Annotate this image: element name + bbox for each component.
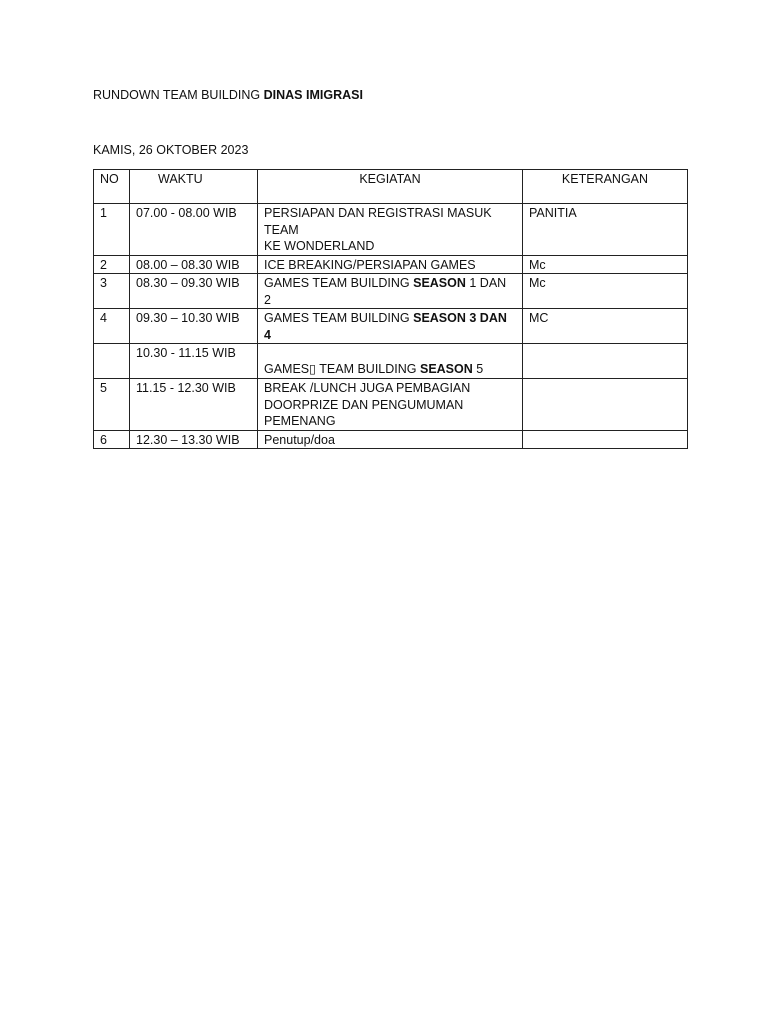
header-no: NO xyxy=(94,170,130,204)
cell-kegiatan xyxy=(258,204,523,256)
cell-waktu: 07.00 - 08.00 WIB xyxy=(130,204,258,256)
cell-waktu: 08.00 – 08.30 WIB xyxy=(130,255,258,274)
kegiatan-text: GAMES TEAM BUILDING xyxy=(264,311,414,325)
kegiatan-line: KE WONDERLAND xyxy=(264,239,375,253)
cell-waktu: 08.30 – 09.30 WIB xyxy=(130,274,258,309)
cell-no: 6 xyxy=(94,430,130,449)
table-row xyxy=(94,274,688,309)
cell-no: 1 xyxy=(94,204,130,256)
header-kegiatan: KEGIATAN xyxy=(258,170,523,204)
table-row xyxy=(94,379,688,431)
cell-waktu: 12.30 – 13.30 WIB xyxy=(130,430,258,449)
kegiatan-line: BREAK /LUNCH JUGA PEMBAGIAN xyxy=(264,381,471,395)
kegiatan-text: 5 xyxy=(472,361,484,376)
kegiatan-text: 1 DAN 2 xyxy=(264,276,507,307)
cell-keterangan: MC xyxy=(523,309,688,344)
title-bold: DINAS IMIGRASI xyxy=(263,88,363,102)
cell-kegiatan: ICE BREAKING/PERSIAPAN GAMES xyxy=(258,255,523,274)
kegiatan-line: DOORPRIZE DAN PENGUMUMAN xyxy=(264,397,464,412)
document-title xyxy=(93,88,363,102)
cell-keterangan: PANITIA xyxy=(523,204,688,256)
table-row xyxy=(94,430,688,449)
cell-keterangan xyxy=(523,430,688,449)
cell-waktu: 11.15 - 12.30 WIB xyxy=(130,379,258,431)
cell-keterangan: Mc xyxy=(523,274,688,309)
table-header-row xyxy=(94,170,688,204)
table-row xyxy=(94,344,688,379)
cell-no: 3 xyxy=(94,274,130,309)
table-row xyxy=(94,309,688,344)
cell-keterangan xyxy=(523,379,688,431)
table-row xyxy=(94,255,688,274)
cell-waktu: 09.30 – 10.30 WIB xyxy=(130,309,258,344)
header-keterangan: KETERANGAN xyxy=(523,170,688,204)
cell-no: 5 xyxy=(94,379,130,431)
kegiatan-bold: SEASON xyxy=(413,276,466,290)
table-row xyxy=(94,204,688,256)
cell-keterangan: Mc xyxy=(523,255,688,274)
kegiatan-bold: SEASON 3 DAN 4 xyxy=(264,311,507,342)
kegiatan-text: GAMES▯ TEAM BUILDING xyxy=(264,361,420,376)
rundown-table xyxy=(93,169,688,449)
cell-keterangan xyxy=(523,344,688,379)
cell-no: 2 xyxy=(94,255,130,274)
cell-kegiatan xyxy=(258,309,523,344)
cell-no: 4 xyxy=(94,309,130,344)
kegiatan-bold: SEASON xyxy=(419,361,473,376)
cell-kegiatan xyxy=(258,274,523,309)
header-waktu: WAKTU xyxy=(130,170,258,204)
kegiatan-line: PEMENANG xyxy=(264,414,336,428)
cell-kegiatan xyxy=(258,379,523,431)
cell-waktu: 10.30 - 11.15 WIB xyxy=(130,344,258,379)
event-date: KAMIS, 26 OKTOBER 2023 xyxy=(93,143,249,157)
cell-kegiatan xyxy=(258,344,523,379)
cell-kegiatan: Penutup/doa xyxy=(258,430,523,449)
kegiatan-line: PERSIAPAN DAN REGISTRASI MASUK TEAM xyxy=(264,206,492,237)
title-prefix: RUNDOWN TEAM BUILDING xyxy=(93,88,264,102)
cell-no xyxy=(94,344,130,379)
kegiatan-text: GAMES TEAM BUILDING xyxy=(264,276,414,290)
